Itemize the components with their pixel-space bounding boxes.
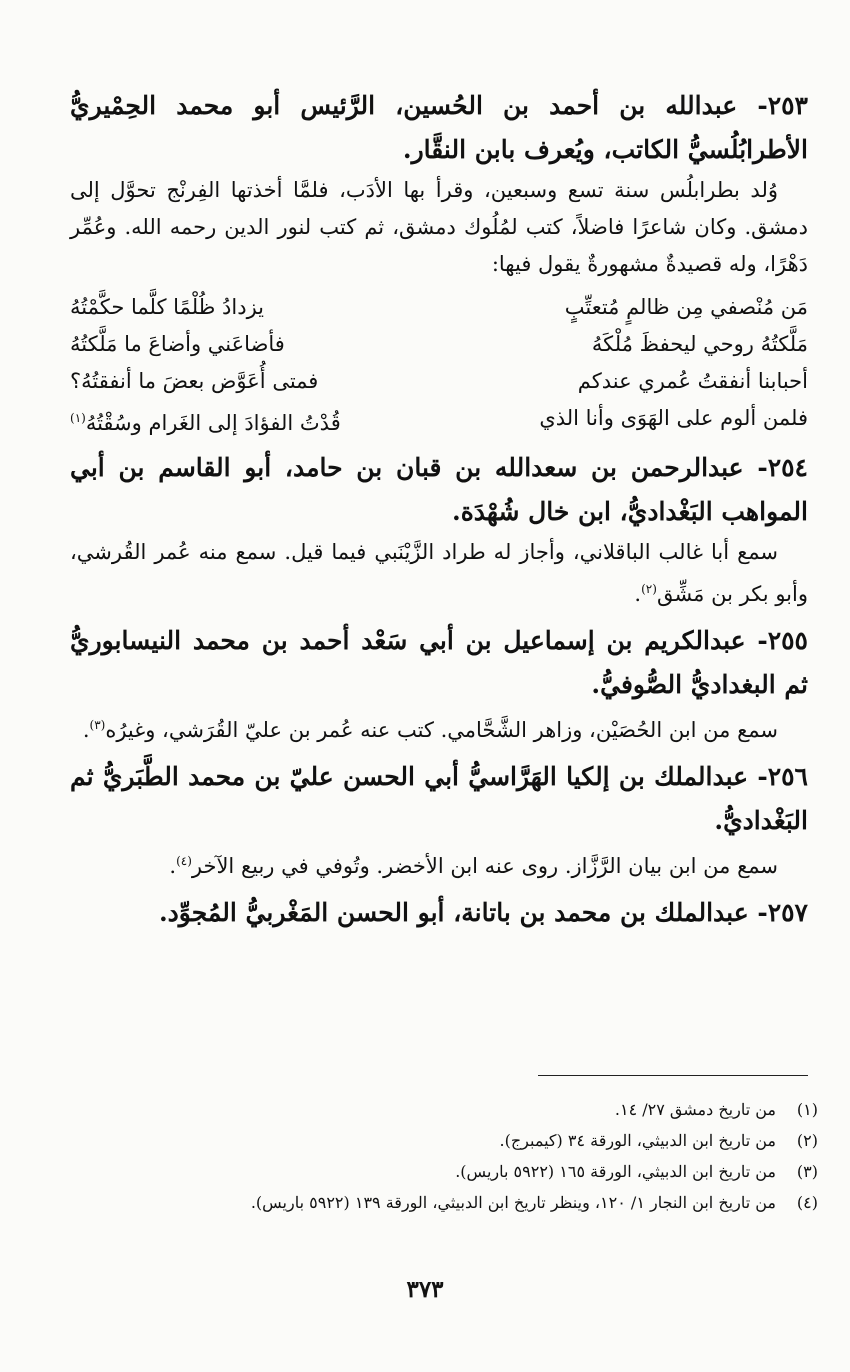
entry-body: وُلد بطرابلُس سنة تسع وسبعين، وقرأ بها الأدَب، فلمَّا أخذتها الفِرنْج تحوَّل إلى دمشق. وكان شاعرًا فاضلاً، كتب لمُلُوك دمشق، ثم كتب لنور الدين رحمه الله. وعُمِّر دَهْرًا، وله قصيدةٌ مشهورةٌ يقول فيها: <box>70 178 808 276</box>
footnote-marker: (٣) <box>89 718 106 732</box>
footnote-marker: (٢) <box>641 582 657 596</box>
verse-first-half: أحبابنا أنفقتُ عُمري عندكم <box>577 369 808 393</box>
footnote-text: من تاريخ ابن النجار ١/ ١٢٠، وينظر تاريخ ابن الدبيثي، الورقة ١٣٩ (٥٩٢٢ باريس). <box>250 1193 776 1212</box>
verse-text: قُدْتُ الفؤادَ إلى الغَرام وسُقْتُهُ <box>85 411 341 435</box>
footnote-divider <box>538 1075 808 1076</box>
footnotes <box>40 1075 818 1218</box>
verse-first-half: فلمن ألوم على الهَوَى وأنا الذي <box>539 406 808 430</box>
entry-253 <box>70 84 808 442</box>
entry-heading: ٢٥٥- عبدالكريم بن إسماعيل بن أبي سَعْد أحمد بن محمد النيسابوريُّ ثم البغداديُّ الصُّوفيُّ. <box>70 626 808 699</box>
footnote-number: (١) <box>796 1100 818 1119</box>
poem-line <box>70 289 808 326</box>
entry-body: سمع أبا غالب الباقلاني، وأجاز له طراد الزَّيْنَبي فيما قيل. سمع منه عُمر القُرشي، وأبو بكر بن مَشِّق$^{(٢)}$. <box>70 540 808 606</box>
verse-second-half: فمتى أُعَوَّض بعضَ ما أنفقتُهُ؟ <box>70 369 319 393</box>
entry-heading: ٢٥٦- عبدالملك بن إلكيا الهَرَّاسيُّ أبي الحسن عليّ بن محمد الطَّبَريُّ ثم البَغْداديُّ. <box>70 762 808 835</box>
entry-body-text: سمع أبا غالب الباقلاني، وأجاز له طراد الزَّيْنَبي فيما قيل. سمع منه عُمر القُرشي، وأبو بكر بن مَشِّق <box>70 540 808 606</box>
entry-257 <box>70 891 808 935</box>
verse-second-half: فأضاعَني وأضاعَ ما مَلَّكتُهُ <box>70 332 285 356</box>
entry-heading: ٢٥٣- عبدالله بن أحمد بن الحُسين، الرَّئيس أبو محمد الحِمْيريُّ الأطرابُلُسيُّ الكاتب، ويُعرف بابن النقَّار. <box>70 91 808 164</box>
footnote-number: (٤) <box>796 1193 818 1212</box>
poem <box>70 289 808 442</box>
entry-255 <box>70 619 808 749</box>
entry-heading: ٢٥٤- عبدالرحمن بن سعدالله بن قبان بن حامد، أبو القاسم بن أبي المواهب البَغْداديُّ، ابن خال شُهْدَة. <box>70 453 808 526</box>
entry-body: سمع من ابن الحُصَيْن، وزاهر الشَّحَّامي. كتب عنه عُمر بن عليّ القُرَشي، وغيرُه$^{(٣)}$. <box>82 718 778 742</box>
footnote-number: (٣) <box>796 1162 818 1181</box>
poem-line <box>70 363 808 400</box>
verse-second-half <box>70 400 341 442</box>
entry-heading: ٢٥٧- عبدالملك بن محمد بن باتانة، أبو الحسن المَغْربيُّ المُجوِّد. <box>158 898 808 927</box>
entry-body: سمع من ابن بيان الرَّزَّاز. روى عنه ابن الأخضر. وتُوفي في ربيع الآخر$^{(٤)}$. <box>169 854 778 878</box>
poem-line <box>70 400 808 442</box>
entry-254 <box>70 446 808 613</box>
footnote-item <box>40 1187 818 1218</box>
main-text <box>70 84 808 935</box>
footnote-item <box>40 1125 818 1156</box>
verse-first-half: مَن مُنْصفي مِن ظالمٍ مُتعتِّبٍ <box>564 295 808 319</box>
verse-first-half: مَلَّكتُهُ روحي ليحفظَ مُلْكَهُ <box>591 332 808 356</box>
footnote-marker: (١) <box>70 411 86 425</box>
footnote-number: (٢) <box>796 1131 818 1150</box>
poem-line <box>70 326 808 363</box>
footnote-text: من تاريخ ابن الدبيثي، الورقة ٣٤ (كيمبرج). <box>499 1131 776 1150</box>
verse-second-half: يزدادُ ظُلْمًا كلَّما حكَّمْتُهُ <box>70 295 265 319</box>
footnote-text: من تاريخ ابن الدبيثي، الورقة ١٦٥ (٥٩٢٢ باريس). <box>455 1162 776 1181</box>
page-number: ٣٧٣ <box>406 1276 444 1303</box>
entry-256 <box>70 755 808 885</box>
entry-body-text: سمع من ابن بيان الرَّزَّاز. روى عنه ابن الأخضر. وتُوفي في ربيع الآخر <box>191 854 778 878</box>
footnote-item <box>40 1094 818 1125</box>
entry-body-text: سمع من ابن الحُصَيْن، وزاهر الشَّحَّامي. كتب عنه عُمر بن عليّ القُرَشي، وغيرُه <box>105 718 778 742</box>
footnote-item <box>40 1156 818 1187</box>
footnote-marker: (٤) <box>176 854 192 868</box>
footnote-text: من تاريخ دمشق ٢٧/ ١٤. <box>614 1100 776 1119</box>
